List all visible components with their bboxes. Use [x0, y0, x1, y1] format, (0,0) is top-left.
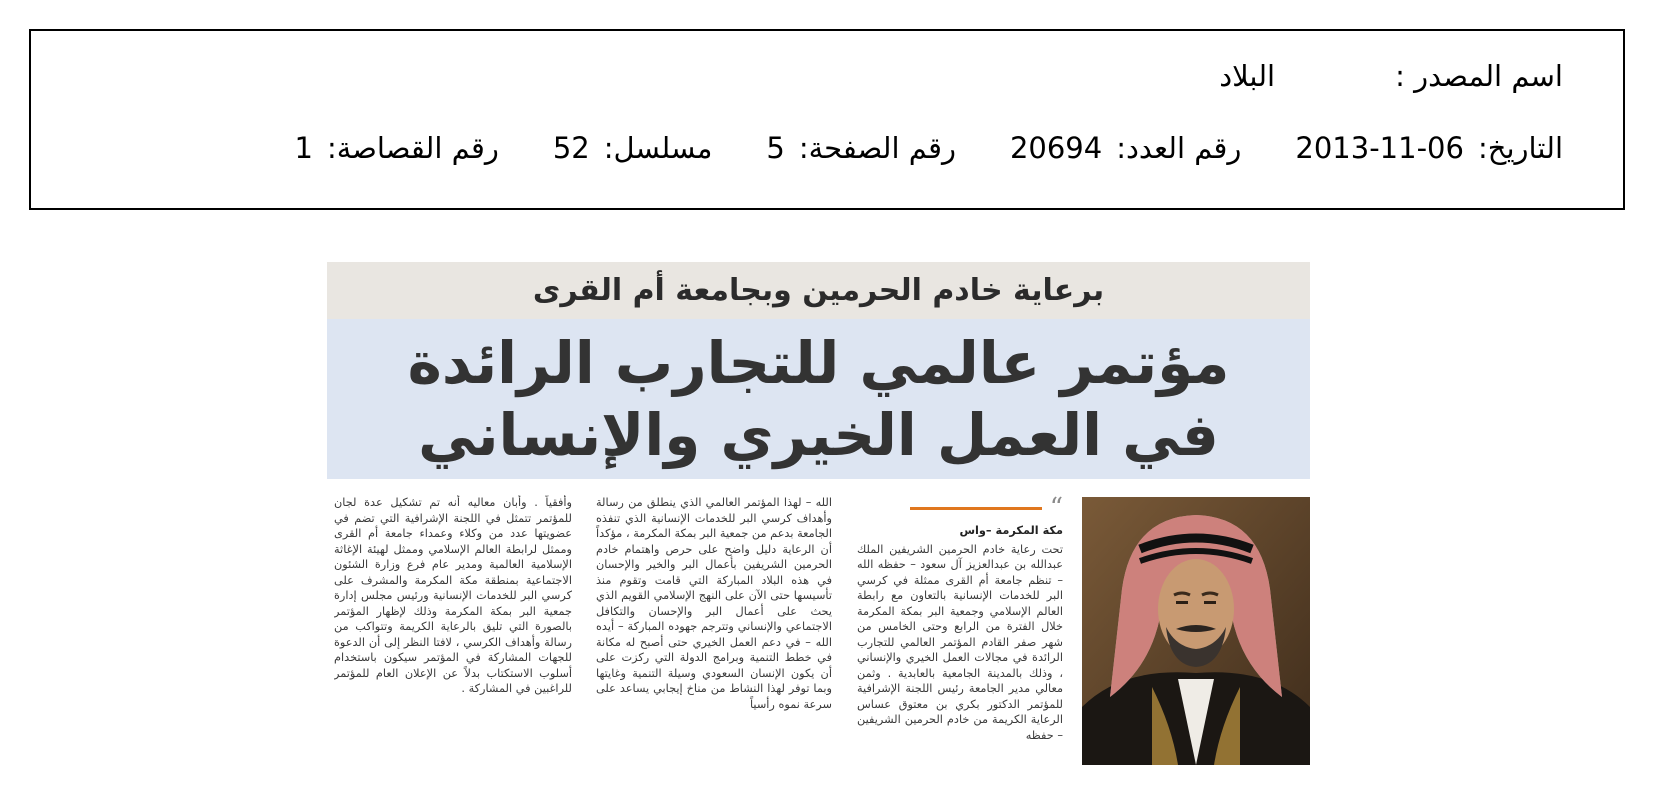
serial-field: [553, 131, 713, 165]
portrait-photo: [1082, 497, 1310, 765]
column-1-text: تحت رعاية خادم الحرمين الشريفين الملك عبدالله بن عبدالعزيز آل سعود – حفظه الله – تنظم جامعة أم القرى ممثلة في كرسي البر للخدمات الإنسانية بالتعاون مع رابطة العالم الإسلامي وجمعية البر بمكة المكرمة خلال الفترة من الرابع وحتى الخامس من شهر صفر القادم المؤتمر العالمي للتجارب الرائدة في مجالات العمل الخيري والإنساني ، وذلك بالمدينة الجامعية بالعابدية . وثمن معالي مدير الجامعة رئيس اللجنة الإشرافية للمؤتمر الدكتور بكري بن معتوق عساس الرعاية الكريمة من خادم الحرمين الشريفين – حفظه: [857, 542, 1063, 742]
source-line: [1219, 59, 1563, 93]
headline-line-1: مؤتمر عالمي للتجارب الرائدة: [407, 329, 1230, 397]
article-kicker: برعاية خادم الحرمين وبجامعة أم القرى: [327, 262, 1310, 319]
issue-label: رقم العدد:: [1116, 131, 1242, 165]
quote-mark-icon: “: [1049, 495, 1063, 523]
clip-number-field: [295, 131, 499, 165]
quote-decoration: [857, 495, 1063, 521]
page-number-field: [766, 131, 956, 165]
source-label: اسم المصدر :: [1395, 59, 1563, 93]
page-number-label: رقم الصفحة:: [798, 131, 956, 165]
headline-band: [327, 319, 1310, 479]
serial-label: مسلسل:: [603, 131, 713, 165]
page-number-value: 5: [766, 131, 785, 165]
article-column-3: [334, 495, 572, 765]
date-label: التاريخ:: [1477, 131, 1563, 165]
source-value: البلاد: [1219, 59, 1276, 93]
source-field: [1219, 59, 1563, 93]
issue-field: [1010, 131, 1241, 165]
serial-value: 52: [552, 131, 590, 165]
clip-number-label: رقم القصاصة:: [326, 131, 499, 165]
column-3-text: وأفقياً . وأبان معاليه أنه تم تشكيل عدة لجان للمؤتمر تتمثل في اللجنة الإشرافية التي تضم في عضويتها عدد من وكلاء وعمداء جامعة أم القرى وممثل لرابطة العالم الإسلامي وممثل لهيئة الإغاثة الإسلامية العالمية ومدير عام فرع وزارة الشئون الاجتماعية بمنطقة مكة المكرمة والمشرف على كرسي البر للخدمات الإنسانية ورئيس مجلس إدارة جمعية البر بمكة المكرمة وذلك لإظهار المؤتمر بالصورة التي تليق بالرعاية الكريمة وتتواكب من رسالة وأهداف الكرسي ، لافتا النظر إلى أن الدعوة للجهات المشاركة في المؤتمر سيكون باستخدام أسلوب الاستكتاب بدلاً عن الإعلان العام للمؤتمر للراغبين في المشاركة .: [334, 496, 572, 695]
article-column-2: [596, 495, 832, 765]
clip-number-value: 1: [294, 131, 313, 165]
portrait-illustration: [1082, 497, 1310, 765]
date-field: [1295, 131, 1563, 165]
issue-value: 20694: [1009, 131, 1103, 165]
column-2-text: الله – لهذا المؤتمر العالمي الذي ينطلق من رسالة وأهداف كرسي البر للخدمات الإنسانية الذي تنفذه الجامعة بدعم من جمعية البر بمكة المكرمة ، مؤكداً أن الرعاية دليل واضح على حرص واهتمام خادم الحرمين الشريفين بأعمال البر والخير والإحسان في هذه البلاد المباركة التي قامت وتقوم منذ تأسيسها حتى الآن على النهج الإسلامي القويم الذي يحث على أعمال البر والإحسان والتكافل الاجتماعي والإنساني وتترجم جهوده المباركة – أيده الله – في دعم العمل الخيري حتى أصبح له مكانة في خطط التنمية وبرامج الدولة التي ركزت على أن يكون الإنسان السعودي وسيلة التنمية وغايتها وبما توفر لهذا النشاط من مناخ إيجابي يساعد على سرعة نموه رأسياً: [596, 496, 832, 711]
headline-line-2: في العمل الخيري والإنساني: [418, 401, 1219, 469]
newspaper-clipping: [327, 262, 1310, 767]
meta-line: [295, 131, 1564, 165]
accent-rule: [910, 507, 1042, 510]
source-info-box: [29, 29, 1625, 210]
article-column-1: [857, 495, 1063, 765]
date-value: 2013-11-06: [1295, 131, 1464, 165]
article-dateline: مكة المكرمة –واس: [959, 524, 1063, 537]
